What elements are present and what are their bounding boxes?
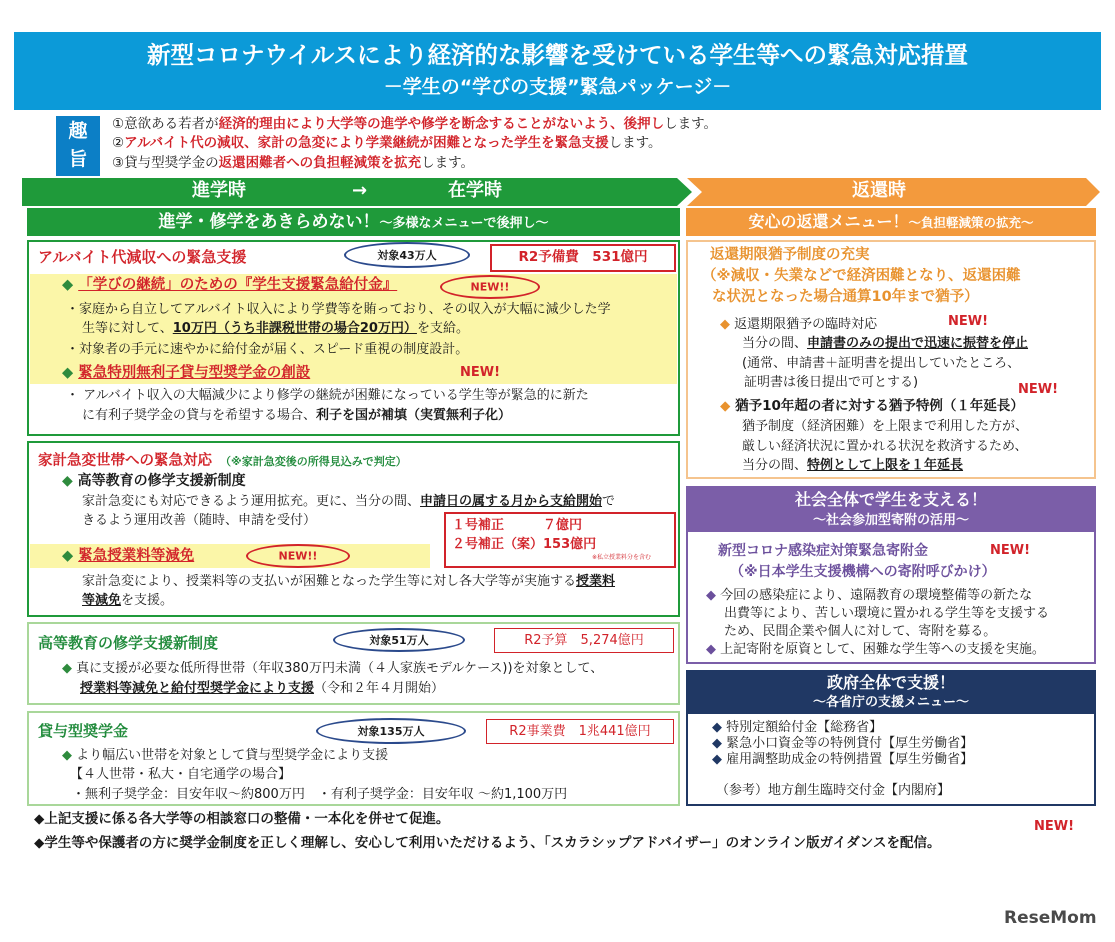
footer-new: NEW! bbox=[1034, 819, 1075, 834]
box2-budget-note: ※私立授業料分を含む bbox=[592, 554, 652, 561]
phase-enrolled: 在学時 bbox=[448, 180, 502, 201]
box1-item2-new: NEW! bbox=[460, 365, 501, 380]
box1-item1-title: ◆ 「学びの継続」のための『学生支援緊急給付金』 bbox=[62, 277, 398, 293]
right3-header-sub: ～各省庁の支援メニュー～ bbox=[812, 695, 969, 710]
right2-title: 新型コロナ感染症対策緊急寄附金 bbox=[718, 543, 928, 559]
box3-budget: R2予算 5,274億円 bbox=[524, 633, 644, 648]
box2-title: 家計急変世帯への緊急対応 （※家計急変後の所得見込みで判定） bbox=[38, 453, 407, 469]
right3-line2: ◆ 緊急小口資金等の特例貸付【厚生労働省】 bbox=[712, 736, 974, 751]
right3-header-main: 政府全体で支援！ bbox=[826, 673, 955, 692]
right2-line2: 出費等により、苦しい環境に置かれる学生等を支援する bbox=[724, 606, 1050, 621]
box1-target-oval: 対象43万人 bbox=[344, 242, 470, 268]
page-title: 新型コロナウイルスにより経済的な影響を受けている学生等への緊急対応措置 bbox=[146, 41, 969, 69]
box4-target-oval: 対象135万人 bbox=[316, 718, 466, 744]
right3-line3: ◆ 雇用調整助成金の特例措置【厚生労働省】 bbox=[712, 752, 974, 767]
box4-line3: ・無利子奨学金：目安年収～約800万円 ・有利子奨学金：目安年収 ～約1,100万円 bbox=[72, 787, 568, 802]
box3-target-oval: 対象51万人 bbox=[333, 628, 465, 652]
right1-item2-line1: 猶予制度（経済困難）を上限まで利用した方が、 bbox=[742, 419, 1029, 434]
footer-line2: ◆学生等や保護者の方に奨学金制度を正しく理解し、安心して利用いただけるよう、「スカラシップアドバイザー」のオンライン版ガイダンスを配信。 bbox=[34, 835, 941, 851]
box1-item2-line1: ・ アルバイト収入の大幅減少により修学の継続が困難になっている学生等が緊急的に新た bbox=[66, 388, 589, 403]
box2-item2-new-oval: NEW!! bbox=[246, 544, 350, 568]
box2-item1-title: ◆ 高等教育の修学支援新制度 bbox=[62, 473, 246, 489]
right1-item1-line2: (通常、申請書＋証明書を提出していたところ、 bbox=[742, 356, 1021, 371]
right1-item1-title: ◆ 返還期限猶予の臨時対応 bbox=[720, 317, 878, 332]
box1-item1-line3: ・対象者の手元に速やかに給付金が届く、スピード重視の制度設計。 bbox=[66, 342, 469, 357]
box1-item1-line2: 生等に対して、10万円（うち非課税世帯の場合20万円）を支給。 bbox=[82, 321, 469, 336]
watermark-logo: ReseMom bbox=[1004, 908, 1097, 928]
phase-arrows bbox=[22, 178, 1102, 206]
box4-budget: R2事業費 1兆441億円 bbox=[509, 724, 651, 739]
page-subtitle: －学生の“学びの支援”緊急パッケージ－ bbox=[383, 76, 732, 98]
purpose-label-2: 旨 bbox=[68, 148, 88, 170]
right2-line1: ◆ 今回の感染症により、遠隔教育の環境整備等の新たな bbox=[706, 588, 1033, 603]
right3-line4: （参考）地方創生臨時交付金【内閣府】 bbox=[716, 783, 951, 798]
right1-item1-line1: 当分の間、申請書のみの提出で迅速に振替を停止 bbox=[742, 336, 1029, 351]
right3-line1: ◆ 特別定額給付金【総務省】 bbox=[712, 720, 883, 735]
right2-header-main: 社会全体で学生を支える！ bbox=[794, 490, 987, 509]
right1-item2-title: ◆ 猶予10年超の者に対する猶予特例（１年延長） bbox=[720, 398, 1024, 414]
right2-new: NEW! bbox=[990, 543, 1031, 558]
box2-item2-line2: 等減免を支援。 bbox=[82, 593, 174, 608]
right-section-title: 安心の返還メニュー！～負担軽減策の拡充～ bbox=[748, 212, 1034, 231]
box2-item1-line1: 家計急変にも対応できるよう運用拡充。更に、当分の間、申請日の属する月から支給開始で bbox=[82, 494, 616, 509]
left-section-title: 進学・修学をあきらめない！～多様なメニューで後押し～ bbox=[158, 212, 549, 232]
phase-entry: 進学時 bbox=[192, 180, 246, 201]
right2-line4: ◆ 上記寄附を原資として、困難な学生等への支援を実施。 bbox=[706, 642, 1045, 657]
right1-title: 返還期限猶予制度の充実 bbox=[710, 247, 870, 263]
box2-item2-title: ◆ 緊急授業料等減免 bbox=[62, 548, 195, 564]
box3-line1: ◆ 真に支援が必要な低所得世帯（年収380万円未満（４人家族モデルケース))を対象として、 bbox=[62, 661, 604, 676]
box2-item1-line2: きるよう運用改善（随時、申請を受付） bbox=[82, 513, 317, 528]
right2-line3: ため、民間企業や個人に対して、寄附を募る。 bbox=[724, 624, 997, 639]
box4-line2: 【４人世帯・私大・自宅通学の場合】 bbox=[70, 767, 292, 782]
box2-budget-line1: １号補正 ７億円 bbox=[452, 518, 583, 533]
box2-budget-line2: ２号補正（案）153億円 bbox=[452, 537, 597, 552]
purpose-item-3: ③貸与型奨学金の返還困難者への負担軽減策を拡充します。 bbox=[112, 155, 475, 171]
footer-line1: ◆上記支援に係る各大学等の相談窓口の整備・一本化を併せて促進。 bbox=[34, 811, 450, 827]
purpose-item-2: ②アルバイト代の減収、家計の急変により学業継続が困難となった学生を緊急支援します。 bbox=[112, 135, 662, 151]
right1-sub1: （※減収・失業などで経済困難となり、返還困難 bbox=[702, 268, 1021, 284]
box1-title: アルバイト代減収への緊急支援 bbox=[38, 248, 247, 266]
purpose-label-1: 趣 bbox=[68, 120, 88, 142]
right1-item2-line3: 当分の間、特例として上限を１年延長 bbox=[742, 458, 964, 473]
right1-item2-new: NEW! bbox=[1018, 382, 1059, 397]
box3-title: 高等教育の修学支援新制度 bbox=[38, 634, 219, 652]
box1-item1-new-oval: NEW!! bbox=[440, 275, 540, 299]
right1-item2-line2: 厳しい経済状況に置かれる状況を救済するため、 bbox=[742, 439, 1028, 454]
right1-sub2: な状況となった場合通算10年まで猶予） bbox=[712, 289, 979, 305]
box2-item2-line1: 家計急変により、授業料等の支払いが困難となった学生等に対し各大学等が実施する授業料 bbox=[82, 574, 616, 589]
right1-item1-line3: 証明書は後日提出で可とする) bbox=[744, 375, 919, 390]
box1-item2-line2: に有利子奨学金の貸与を希望する場合、利子を国が補填（実質無利子化） bbox=[82, 408, 512, 423]
box4-title: 貸与型奨学金 bbox=[38, 722, 129, 740]
box1-budget: R2予備費 531億円 bbox=[518, 249, 648, 265]
purpose-item-1: ①意欲ある若者が経済的理由により大学等の進学や修学を断念することがないよう、後押しします。 bbox=[112, 116, 718, 132]
box1-item1-line1: ・家庭から自立してアルバイト収入により学費等を賄っており、その収入が大幅に減少した学 bbox=[66, 302, 611, 317]
right2-header-sub: ～社会参加型寄附の活用～ bbox=[812, 513, 969, 528]
box4-line1: ◆ より幅広い世帯を対象として貸与型奨学金により支援 bbox=[62, 748, 389, 763]
box3-line2: 授業料等減免と給付型奨学金により支援（令和２年４月開始） bbox=[80, 681, 445, 696]
phase-arrow: → bbox=[352, 180, 368, 201]
right2-subtitle: （※日本学生支援機構への寄附呼びかけ） bbox=[730, 564, 996, 580]
right1-item1-new: NEW! bbox=[948, 314, 989, 329]
box1-item2-title: ◆ 緊急特別無利子貸与型奨学金の創設 bbox=[62, 365, 311, 381]
phase-repayment: 返還時 bbox=[852, 180, 906, 201]
